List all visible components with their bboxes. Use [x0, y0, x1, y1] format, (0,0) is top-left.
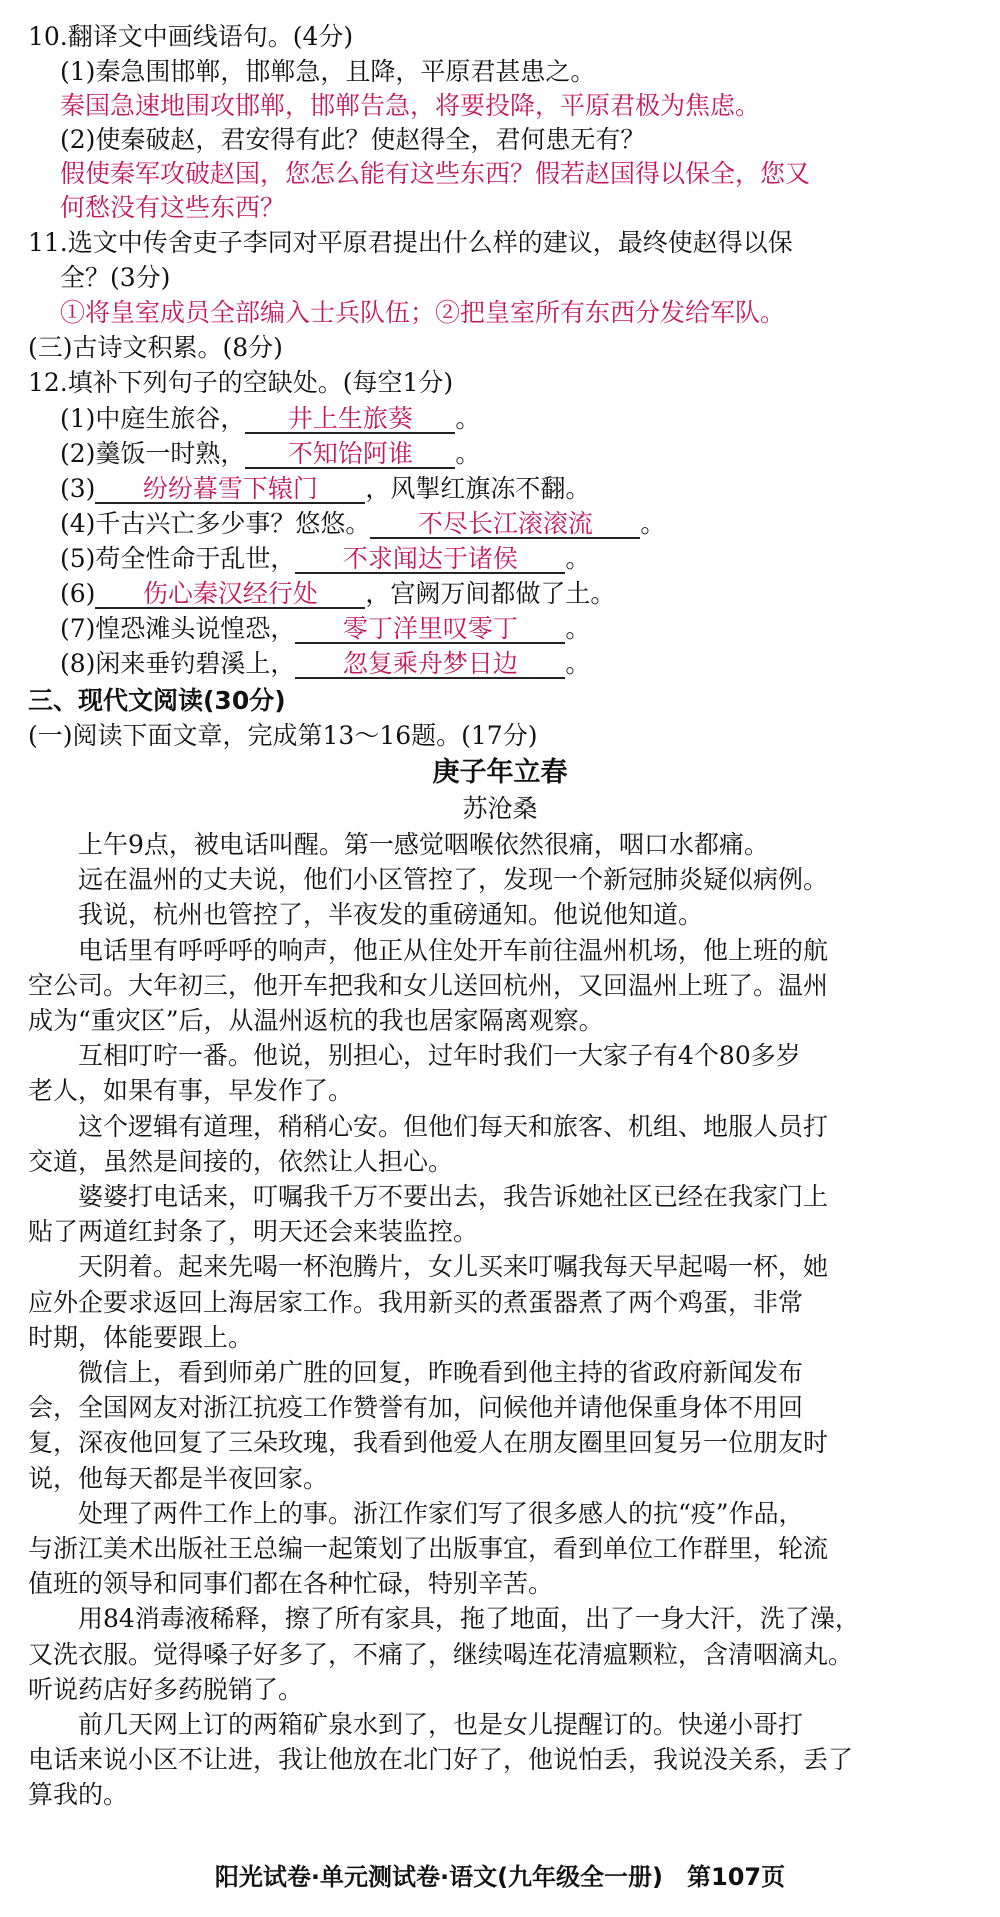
article-line: 我说，杭州也管控了，半夜发的重磅通知。他说他知道。: [78, 900, 704, 929]
q12-item-4-blank: 不尽长江滚滚流: [370, 509, 640, 539]
part3-title: 三、现代文阅读(30分): [28, 686, 286, 715]
q12-item-5-pre: (5)苟全性命于乱世，: [60, 544, 296, 573]
article-line: 贴了两道红封条了，明天还会来装监控。: [28, 1217, 479, 1246]
q12-item-1-blank: 井上生旅葵: [245, 404, 455, 434]
q12-item-4: [60, 507, 665, 541]
q10-title: 10.翻译文中画线语句。(4分): [28, 22, 354, 51]
article-line: 交道，虽然是间接的，依然让人担心。: [28, 1147, 454, 1176]
q12-item-8: [60, 647, 590, 681]
q12-item-4-post: 。: [640, 509, 666, 538]
q12-item-7-pre: (7)惶恐滩头说惶恐，: [60, 614, 296, 643]
q12-item-2-post: 。: [455, 439, 481, 468]
article-line: 婆婆打电话来，叮嘱我千万不要出去，我告诉她社区已经在我家门上: [78, 1182, 829, 1211]
article-line: 天阴着。起来先喝一杯泡腾片，女儿买来叮嘱我每天早起喝一杯，她: [78, 1252, 829, 1281]
q12-item-5: [60, 542, 590, 576]
part3-subtitle: (一)阅读下面文章，完成第13～16题。(17分): [28, 721, 538, 750]
article-line: 复，深夜他回复了三朵玫瑰，我看到他爱人在朋友圈里回复另一位朋友时: [28, 1428, 829, 1457]
q11-title-line2: 全？(3分): [60, 263, 171, 292]
q12-item-3-post: ，风掣红旗冻不翻。: [365, 474, 591, 503]
article-line: 这个逻辑有道理，稍稍心安。但他们每天和旅客、机组、地服人员打: [78, 1112, 829, 1141]
q12-item-6-blank: 伤心秦汉经行处: [95, 579, 365, 609]
q12-item-5-blank: 不求闻达于诸侯: [295, 544, 565, 574]
q10-answer-2-line1: 假使秦军攻破赵国，您怎么能有这些东西？假若赵国得以保全，您又: [60, 159, 811, 188]
article-line: 微信上，看到师弟广胜的回复，昨晚看到他主持的省政府新闻发布: [78, 1358, 804, 1387]
q12-item-1: [60, 402, 480, 436]
section3-title: (三)古诗文积累。(8分): [28, 333, 283, 362]
article-author: 苏沧桑: [462, 794, 538, 823]
article-line: 上午9点，被电话叫醒。第一感觉咽喉依然很痛，咽口水都痛。: [78, 830, 769, 859]
q11-answer: ①将皇室成员全部编入士兵队伍；②把皇室所有东西分发给军队。: [60, 298, 786, 327]
q12-item-8-post: 。: [565, 649, 591, 678]
article-line: 应外企要求返回上海居家工作。我用新买的煮蛋器煮了两个鸡蛋，非常: [28, 1288, 804, 1317]
article-line: 与浙江美术出版社王总编一起策划了出版事宜，看到单位工作群里，轮流: [28, 1534, 829, 1563]
q12-item-7-blank: 零丁洋里叹零丁: [295, 614, 565, 644]
page-footer: 阳光试卷·单元测试卷·语文(九年级全一册) 第107页: [214, 1863, 786, 1891]
q12-item-1-post: 。: [455, 404, 481, 433]
article-line: 时期，体能要跟上。: [28, 1323, 254, 1352]
article-line: 远在温州的丈夫说，他们小区管控了，发现一个新冠肺炎疑似病例。: [78, 865, 829, 894]
q10-answer-2-line2: 何愁没有这些东西？: [60, 193, 286, 222]
q12-item-8-pre: (8)闲来垂钓碧溪上，: [60, 649, 296, 678]
q12-item-4-pre: (4)千古兴亡多少事？悠悠。: [60, 509, 371, 538]
q12-item-6-pre: (6): [60, 579, 96, 608]
article-line: 说，他每天都是半夜回家。: [28, 1464, 329, 1493]
article-line: 空公司。大年初三，他开车把我和女儿送回杭州，又回温州上班了。温州: [28, 971, 829, 1000]
q12-item-2-blank: 不知饴阿谁: [245, 439, 455, 469]
article-line: 电话里有呼呼呼的响声，他正从住处开车前往温州机场，他上班的航: [78, 936, 829, 965]
q12-item-6-post: ，宫阙万间都做了土。: [365, 579, 616, 608]
article-line: 值班的领导和同事们都在各种忙碌，特别辛苦。: [28, 1569, 554, 1598]
q12-item-8-blank: 忽复乘舟梦日边: [295, 649, 565, 679]
q12-item-7: [60, 612, 590, 646]
article-line: 电话来说小区不让进，我让他放在北门好了，他说怕丢，我说没关系，丢了: [28, 1745, 854, 1774]
q12-item-2: [60, 437, 480, 471]
article-line: 又洗衣服。觉得嗓子好多了，不痛了，继续喝连花清瘟颗粒，含清咽滴丸。: [28, 1640, 854, 1669]
q12-item-3-pre: (3): [60, 474, 96, 503]
q10-answer-1: 秦国急速地围攻邯郸，邯郸告急，将要投降，平原君极为焦虑。: [60, 91, 761, 120]
q12-item-2-pre: (2)羹饭一时熟，: [60, 439, 246, 468]
article-line: 算我的。: [28, 1780, 129, 1809]
article-line: 用84消毒液稀释，擦了所有家具，拖了地面，出了一身大汗，洗了澡，: [78, 1604, 860, 1633]
article-line: 老人，如果有事，早发作了。: [28, 1076, 354, 1105]
article-line: 处理了两件工作上的事。浙江作家们写了很多感人的抗“疫”作品，: [78, 1499, 804, 1528]
q12-item-5-post: 。: [565, 544, 591, 573]
article-line: 前几天网上订的两箱矿泉水到了，也是女儿提醒订的。快递小哥打: [78, 1710, 804, 1739]
q12-item-7-post: 。: [565, 614, 591, 643]
article-title: 庚子年立春: [432, 757, 568, 788]
article-line: 听说药店好多药脱销了。: [28, 1675, 304, 1704]
q10-sentence-1: (1)秦急围邯郸，邯郸急，且降，平原君甚患之。: [60, 57, 596, 86]
q10-sentence-2: (2)使秦破赵，君安得有此？使赵得全，君何患无有？: [60, 125, 646, 154]
article-line: 会，全国网友对浙江抗疫工作赞誉有加，问候他并请他保重身体不用回: [28, 1393, 804, 1422]
q11-title-line1: 11.选文中传舍吏子李同对平原君提出什么样的建议，最终使赵得以保: [28, 228, 793, 257]
article-line: 互相叮咛一番。他说，别担心，过年时我们一大家子有4个80多岁: [78, 1041, 801, 1070]
q12-title: 12.填补下列句子的空缺处。(每空1分): [28, 368, 454, 397]
q12-item-3: [60, 472, 590, 506]
q12-item-1-pre: (1)中庭生旅谷，: [60, 404, 246, 433]
q12-item-3-blank: 纷纷暮雪下辕门: [95, 474, 365, 504]
article-line: 成为“重灾区”后，从温州返杭的我也居家隔离观察。: [28, 1006, 604, 1035]
q12-item-6: [60, 577, 615, 611]
